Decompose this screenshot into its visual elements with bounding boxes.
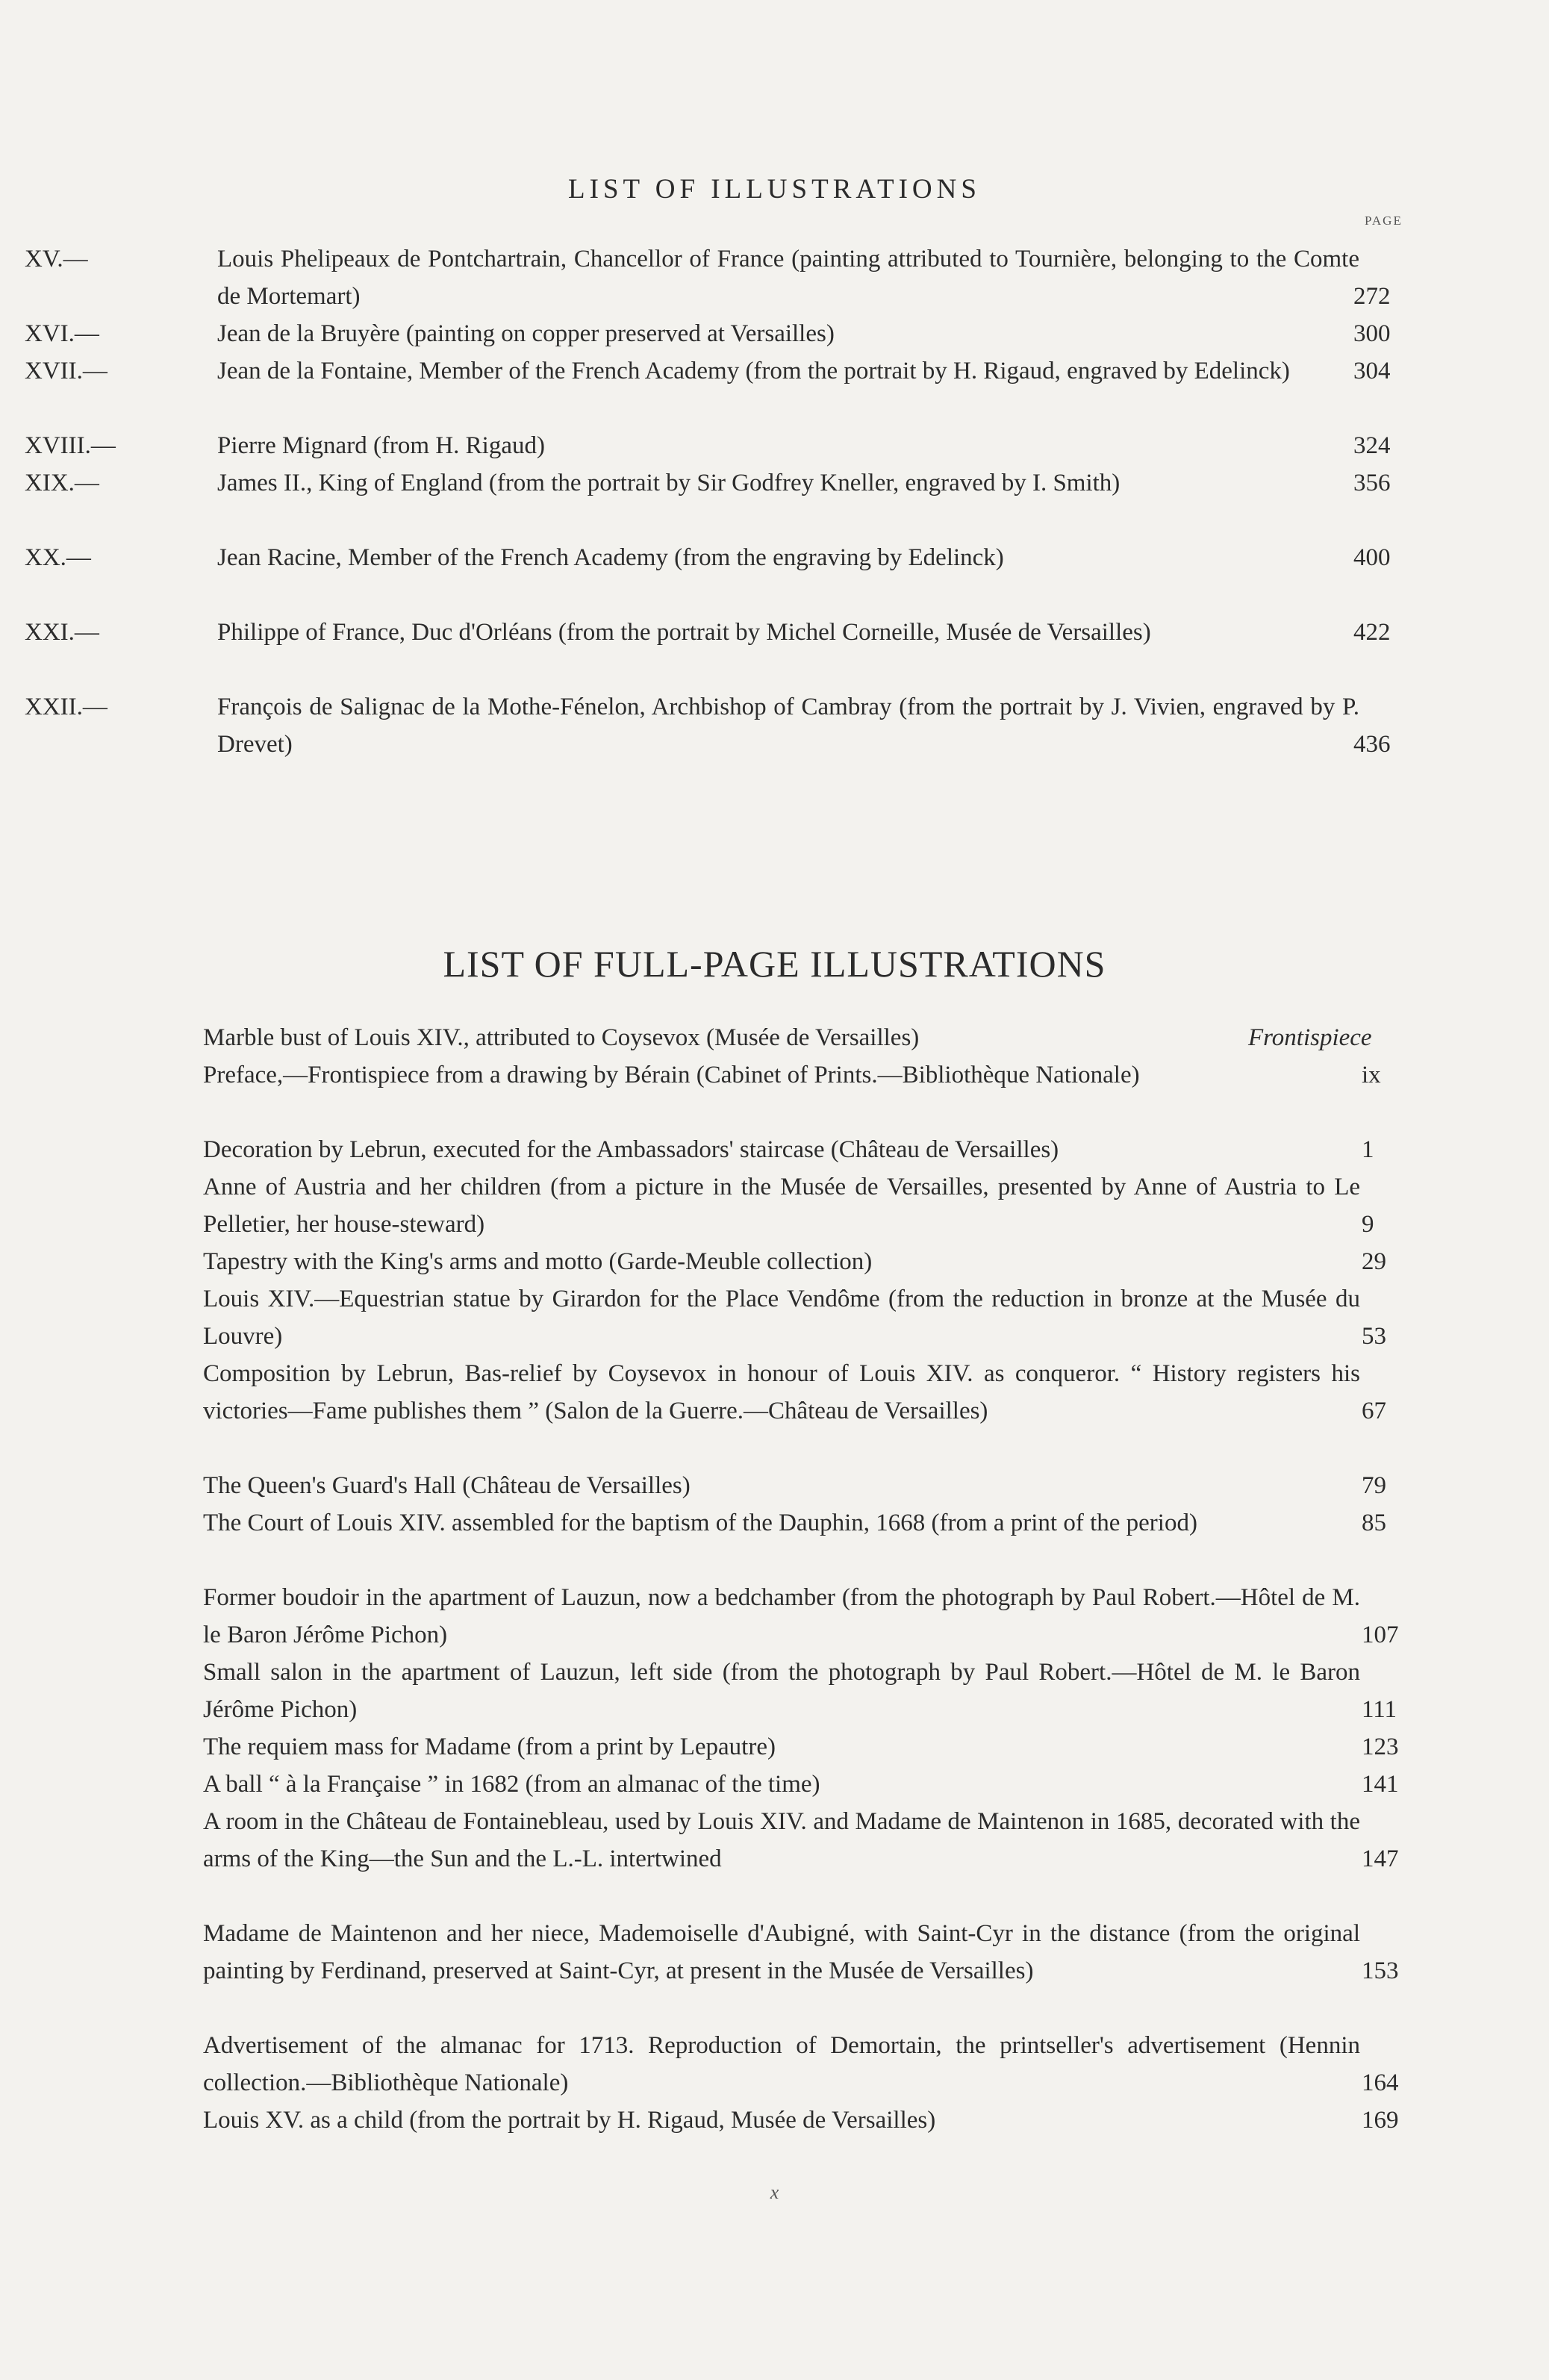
entry-page: 29: [1362, 1248, 1386, 1275]
entry-page: ix: [1362, 1062, 1381, 1088]
list-item: [203, 1168, 1374, 1243]
entry-text: Jean de la Fontaine, Member of the French Academy (from the portrait by H. Rigaud, engraved by Edelinck): [217, 358, 1290, 384]
page-column-label: PAGE: [1365, 214, 1403, 228]
entry-text: Tapestry with the King's arms and motto (Garde-Meuble collection): [203, 1248, 873, 1275]
entry-text: Former boudoir in the apartment of Lauzun, now a bedchamber (from the photograph by Paul Robert.—Hôtel de M. le Baron Jérôme Pichon): [203, 1584, 1360, 1648]
entry-number: XVI.—: [25, 320, 99, 347]
list-item: [25, 352, 1391, 390]
entry-text: Small salon in the apartment of Lauzun, left side (from the photograph by Paul Robert.—Hôtel de M. le Baron Jérôme Pichon): [203, 1659, 1360, 1723]
entry-text: A room in the Château de Fontainebleau, used by Louis XIV. and Madame de Maintenon in 1685, decorated with the arms of the King—the Sun and the L.-L. intertwined: [203, 1808, 1360, 1872]
entry-text: The requiem mass for Madame (from a print by Lepautre): [203, 1733, 776, 1760]
entry-page: 169: [1362, 2107, 1399, 2134]
entry-page: 111: [1362, 1696, 1397, 1723]
list-item: [203, 1766, 1399, 1803]
entry-text: Anne of Austria and her children (from a picture in the Musée de Versailles, presented by Anne of Austria to Le Pelletier, her house-steward): [203, 1174, 1360, 1238]
entry-page: 304: [1353, 358, 1391, 384]
list-item: [203, 1019, 1372, 1056]
entry-text: Preface,—Frontispiece from a drawing by Bérain (Cabinet of Prints.—Bibliothèque Nationale): [203, 1062, 1140, 1088]
list-item: [203, 1504, 1386, 1542]
list-item: [203, 2102, 1399, 2139]
entry-page: 67: [1362, 1398, 1386, 1424]
entry-page: 141: [1362, 1771, 1399, 1798]
entry-text: Decoration by Lebrun, executed for the Ambassadors' staircase (Château de Versailles): [203, 1136, 1059, 1163]
entry-page: 272: [1353, 283, 1391, 310]
list-item: [25, 688, 1391, 763]
entry-text: Composition by Lebrun, Bas-relief by Coysevox in honour of Louis XIV. as conqueror. “ History registers his victories—Fame publishes them ” (Salon de la Guerre.—Château de Versailles): [203, 1360, 1360, 1424]
list-item: [203, 1056, 1381, 1094]
entry-page: 1: [1362, 1136, 1374, 1163]
entry-text: Madame de Maintenon and her niece, Mademoiselle d'Aubigné, with Saint-Cyr in the distance (from the original painting by Ferdinand, preserved at Saint-Cyr, at present in the Musée de Versailles): [203, 1920, 1360, 1984]
entry-page: 53: [1362, 1323, 1386, 1350]
entry-page: 123: [1362, 1733, 1399, 1760]
entry-text: The Court of Louis XIV. assembled for the baptism of the Dauphin, 1668 (from a print of the period): [203, 1510, 1197, 1536]
list-item: [25, 614, 1391, 651]
list-item: [203, 1131, 1374, 1168]
list-item: [203, 1467, 1386, 1504]
entry-page: 324: [1353, 432, 1391, 459]
list-item: [203, 1355, 1386, 1430]
list-item: [203, 1579, 1399, 1654]
list-item: [25, 240, 1391, 315]
list-item: [25, 315, 1391, 352]
entry-text: Philippe of France, Duc d'Orléans (from the portrait by Michel Corneille, Musée de Versailles): [217, 619, 1151, 646]
list-item: [203, 1803, 1399, 1878]
entry-number: XVIII.—: [25, 432, 116, 459]
list-item: [203, 1243, 1386, 1280]
entry-page: 107: [1362, 1622, 1399, 1648]
entry-number: XXII.—: [25, 694, 107, 720]
page-folio: x: [770, 2181, 779, 2203]
list-item: [25, 539, 1391, 576]
entry-page: 436: [1353, 731, 1391, 758]
entry-text: Pierre Mignard (from H. Rigaud): [217, 432, 545, 459]
entry-page: 79: [1362, 1472, 1386, 1499]
entry-text: The Queen's Guard's Hall (Château de Versailles): [203, 1472, 691, 1499]
entry-text: Louis XV. as a child (from the portrait by H. Rigaud, Musée de Versailles): [203, 2107, 936, 2134]
list-item: [25, 427, 1391, 464]
entry-text: Louis Phelipeaux de Pontchartrain, Chancellor of France (painting attributed to Tournière, belonging to the Comte de Mortemart): [217, 246, 1359, 310]
list-item: [203, 1654, 1397, 1728]
entry-page: 422: [1353, 619, 1391, 646]
entry-number: XV.—: [25, 246, 88, 272]
full-page-illustrations-title: LIST OF FULL-PAGE ILLUSTRATIONS: [443, 943, 1106, 985]
entry-page: 9: [1362, 1211, 1374, 1238]
entry-page: 400: [1353, 544, 1391, 571]
entry-text: Jean de la Bruyère (painting on copper preserved at Versailles): [217, 320, 835, 347]
list-of-illustrations-title: LIST OF ILLUSTRATIONS: [568, 174, 981, 205]
entry-page: 164: [1362, 2069, 1399, 2096]
list-item: [203, 2027, 1399, 2102]
entry-page: 85: [1362, 1510, 1386, 1536]
entry-text: Advertisement of the almanac for 1713. Reproduction of Demortain, the printseller's advertisement (Hennin collection.—Bibliothèque Nationale): [203, 2032, 1360, 2096]
entry-number: XIX.—: [25, 470, 99, 496]
list-item: [203, 1728, 1399, 1766]
entry-page: 147: [1362, 1845, 1399, 1872]
list-item: [203, 1280, 1386, 1355]
entry-text: Marble bust of Louis XIV., attributed to Coysevox (Musée de Versailles): [203, 1024, 920, 1051]
entry-number: XXI.—: [25, 619, 99, 646]
entry-text: François de Salignac de la Mothe-Fénelon, Archbishop of Cambray (from the portrait by J. Vivien, engraved by P. Drevet): [217, 694, 1359, 758]
entry-page: Frontispiece: [1248, 1024, 1372, 1051]
entry-page: 356: [1353, 470, 1391, 496]
list-item: [25, 464, 1391, 502]
entry-text: James II., King of England (from the portrait by Sir Godfrey Kneller, engraved by I. Smith): [217, 470, 1121, 496]
entry-text: A ball “ à la Française ” in 1682 (from an almanac of the time): [203, 1771, 820, 1798]
entry-number: XX.—: [25, 544, 91, 571]
list-item: [203, 1915, 1399, 1990]
entry-text: Jean Racine, Member of the French Academy (from the engraving by Edelinck): [217, 544, 1004, 571]
entry-text: Louis XIV.—Equestrian statue by Girardon for the Place Vendôme (from the reduction in bronze at the Musée du Louvre): [203, 1286, 1360, 1350]
entry-page: 300: [1353, 320, 1391, 347]
entry-number: XVII.—: [25, 358, 107, 384]
entry-page: 153: [1362, 1957, 1399, 1984]
